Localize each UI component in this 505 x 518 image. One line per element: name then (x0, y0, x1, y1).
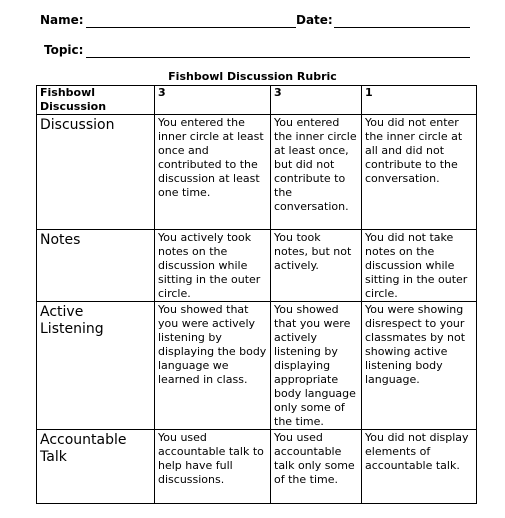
table-cell: You did not display elements of accountable talk. (362, 430, 477, 504)
name-line (86, 27, 296, 28)
rubric-table (36, 85, 477, 504)
table-header-row (37, 86, 477, 115)
column-header: 3 (155, 86, 271, 115)
date-line (334, 27, 470, 28)
table-cell: You took notes, but not actively. (271, 230, 362, 302)
row-label: Active Listening (37, 302, 155, 430)
table-cell: You entered the inner circle at least once and contributed to the discussion at least one time. (155, 115, 271, 230)
table-cell: You used accountable talk to help have full discussions. (155, 430, 271, 504)
table-cell: You did not enter the inner circle at all and did not contribute to the conversation. (362, 115, 477, 230)
name-label: Name: (40, 13, 84, 27)
table-cell: You did not take notes on the discussion while sitting in the outer circle. (362, 230, 477, 302)
topic-label: Topic: (44, 43, 84, 57)
table-row (37, 115, 477, 230)
table-cell: You showed that you were actively listening by displaying appropriate body language only some of the time. (271, 302, 362, 430)
rubric-title: Fishbowl Discussion Rubric (168, 70, 337, 83)
table-cell: You used accountable talk only some of the time. (271, 430, 362, 504)
row-label: Discussion (37, 115, 155, 230)
column-header: 1 (362, 86, 477, 115)
table-cell: You were showing disrespect to your classmates by not showing active listening body language. (362, 302, 477, 430)
table-row (37, 302, 477, 430)
row-label: Accountable Talk (37, 430, 155, 504)
table-cell: You showed that you were actively listening by displaying the body language we learned in class. (155, 302, 271, 430)
table-row (37, 430, 477, 504)
date-label: Date: (296, 13, 333, 27)
column-header: 3 (271, 86, 362, 115)
corner-header: Fishbowl Discussion (37, 86, 155, 115)
table-cell: You entered the inner circle at least once, but did not contribute to the conversation. (271, 115, 362, 230)
table-cell: You actively took notes on the discussion while sitting in the outer circle. (155, 230, 271, 302)
table-row (37, 230, 477, 302)
row-label: Notes (37, 230, 155, 302)
topic-line (86, 57, 470, 58)
